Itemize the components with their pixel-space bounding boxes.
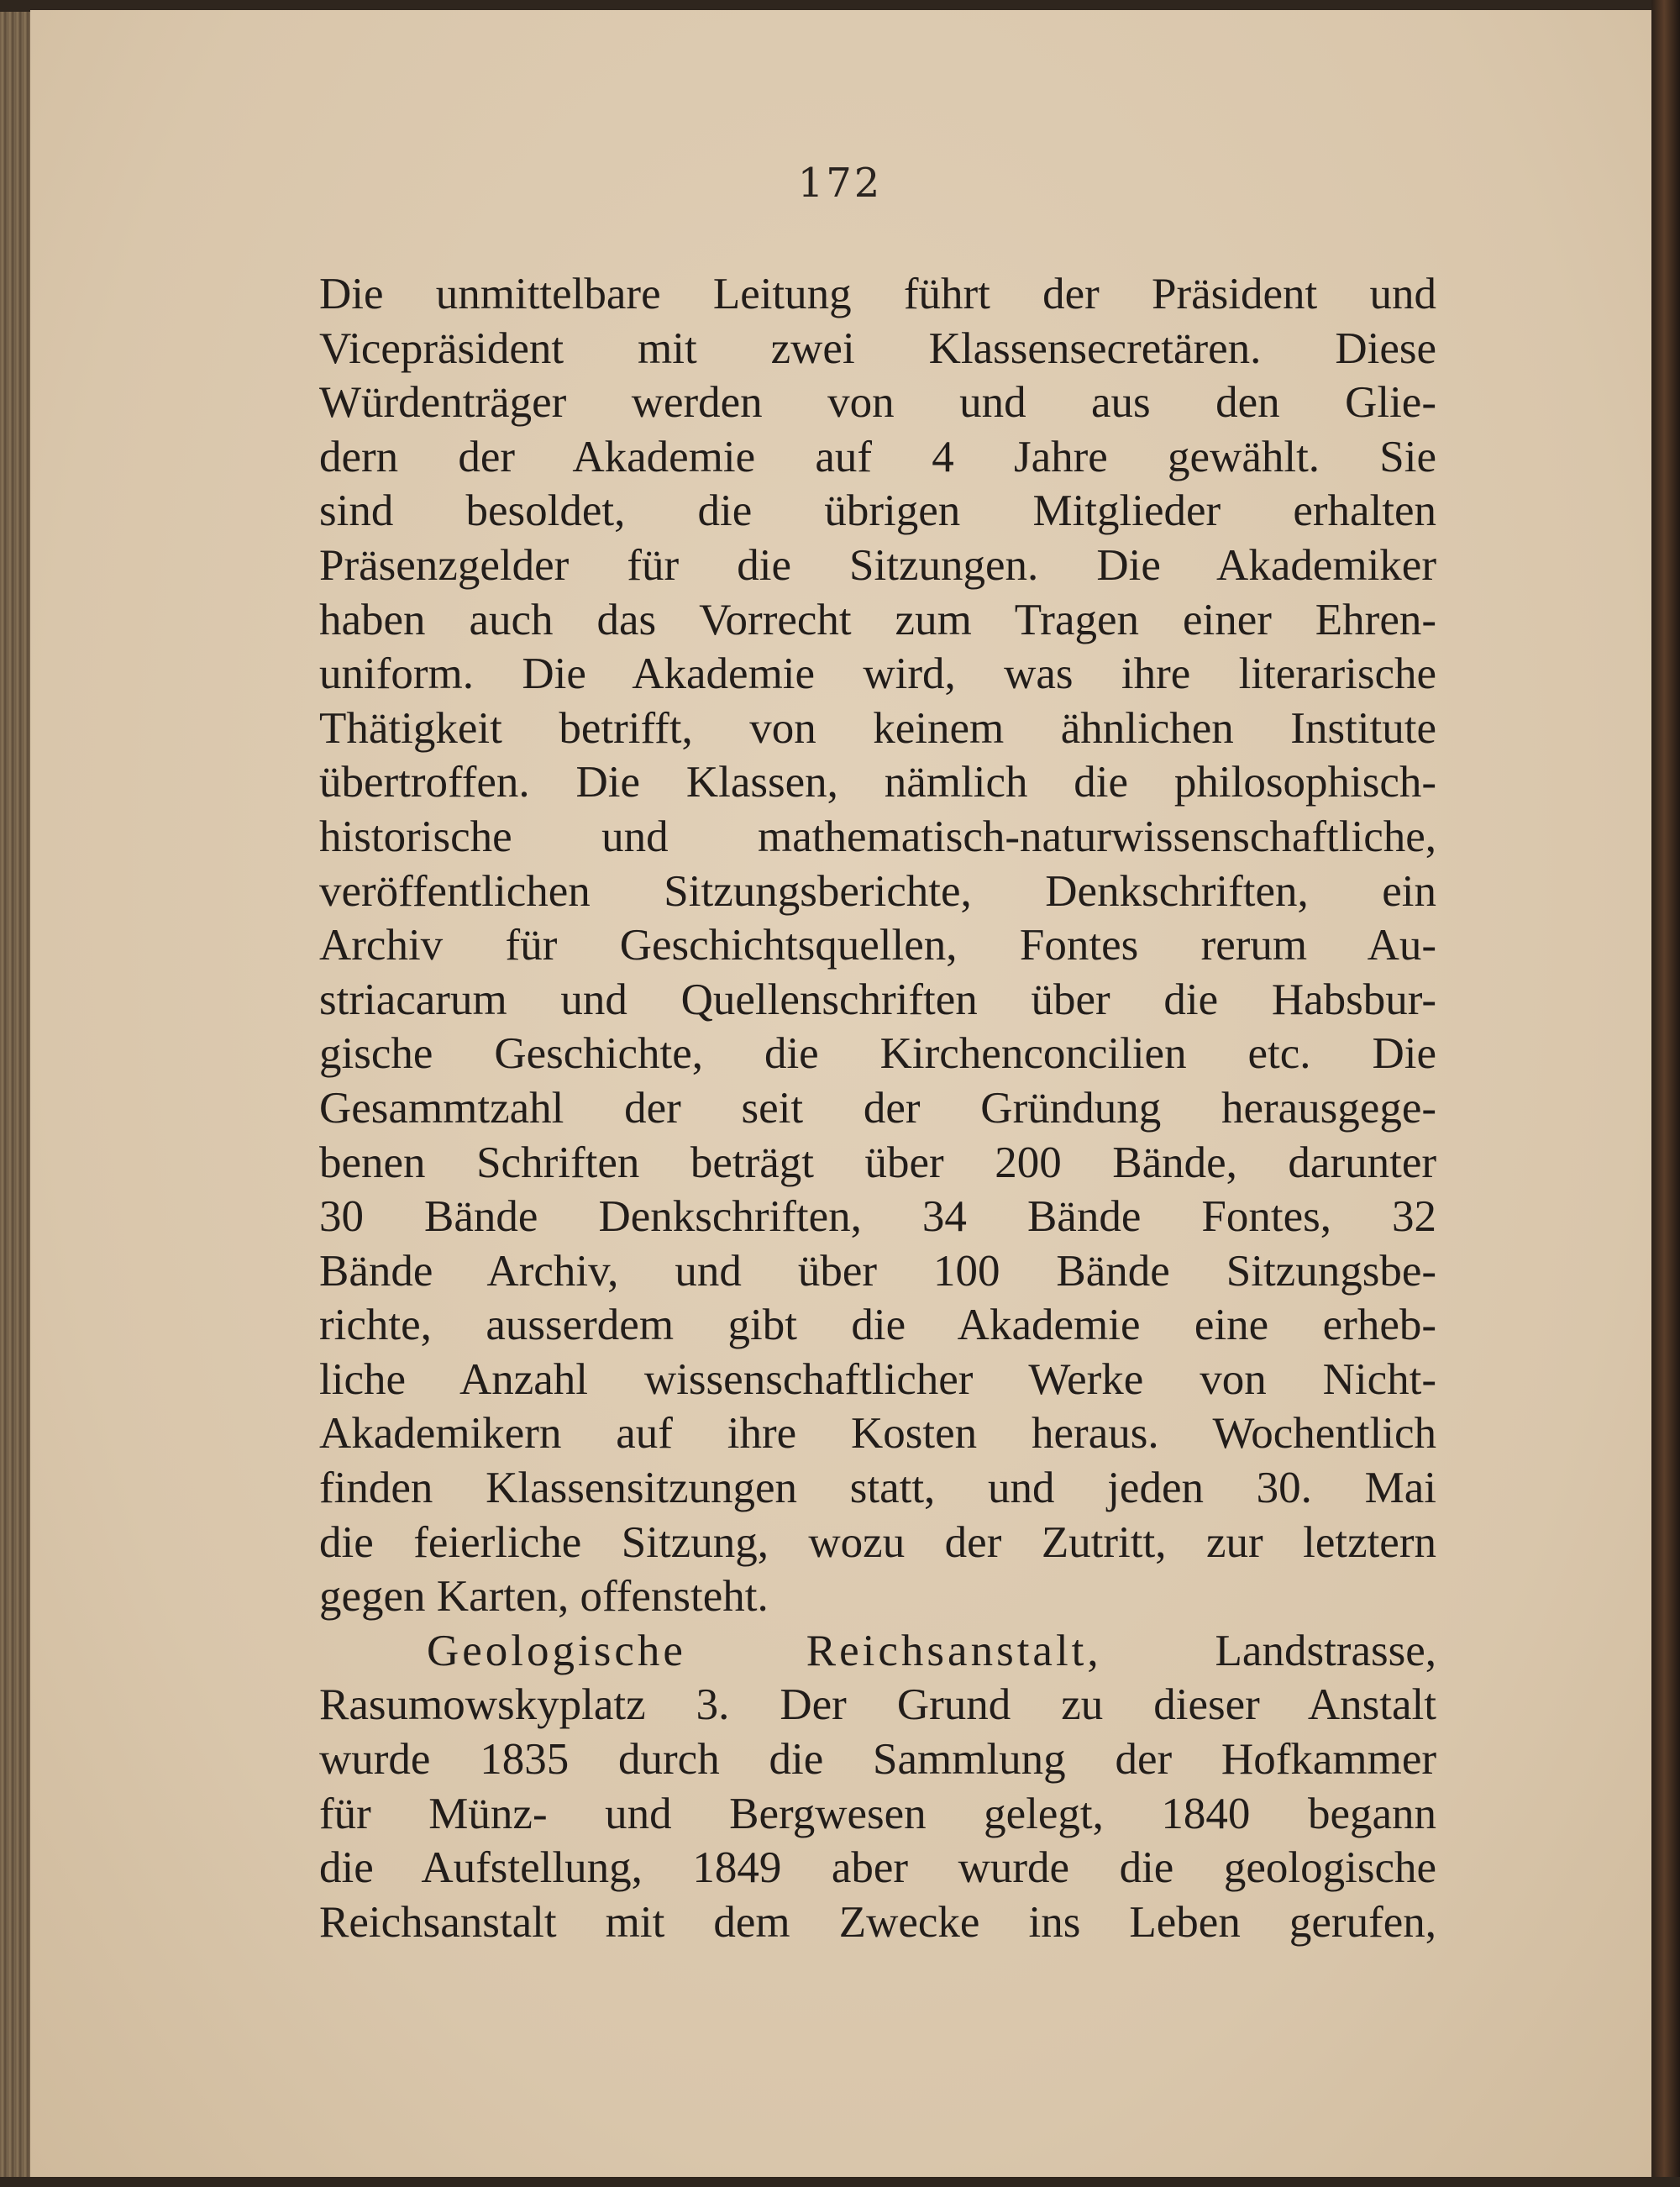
text-line: benen Schriften beträgt über 200 Bände, darunter [319, 1138, 1436, 1187]
text-line: richte, ausserdem gibt die Akademie eine erheb- [319, 1301, 1436, 1350]
text-line: Thätigkeit betrifft, von keinem ähnlichen Institute [319, 703, 1436, 753]
text-line: dern der Akademie auf 4 Jahre gewählt. Sie [319, 432, 1436, 481]
book-binding-edge [0, 0, 34, 2187]
text-line: liche Anzahl wissenschaftlicher Werke von Nicht- [319, 1354, 1436, 1404]
text-line: haben auch das Vorrecht zum Tragen einer Ehren- [319, 595, 1436, 644]
heading-continuation: , Landstrasse, [1087, 1626, 1436, 1675]
section-heading-geologische-reichsanstalt: Geologische Reichsanstalt [427, 1626, 1088, 1675]
text-line: gegen Karten, offensteht. [319, 1572, 769, 1622]
text-line: die feierliche Sitzung, wozu der Zutritt, zur letztern [319, 1517, 1436, 1567]
text-line: Archiv für Geschichtsquellen, Fontes rerum Au- [319, 921, 1436, 970]
text-line: striacarum und Quellenschriften über die Habsbur- [319, 975, 1436, 1024]
text-line: historische und mathematisch-naturwissenschaftliche, [319, 812, 1436, 861]
page-number: 172 [797, 160, 883, 207]
text-line: Die unmittelbare Leitung führt der Präsident und [319, 270, 1436, 318]
text-line: für Münz- und Bergwesen gelegt, 1840 begann [319, 1789, 1436, 1838]
paragraph-opening-line [319, 1624, 1436, 1679]
text-line: wurde 1835 durch die Sammlung der Hofkammer [319, 1735, 1436, 1785]
text-line: Reichsanstalt mit dem Zwecke ins Leben gerufen, [319, 1897, 1436, 1947]
text-line: Rasumowskyplatz 3. Der Grund zu dieser Anstalt [319, 1680, 1436, 1730]
text-line: Präsenzgelder für die Sitzungen. Die Akademiker [319, 540, 1436, 590]
text-line: sind besoldet, die übrigen Mitglieder erhalten [319, 486, 1436, 536]
text-line: uniform. Die Akademie wird, was ihre literarische [319, 649, 1436, 699]
text-line: 30 Bände Denkschriften, 34 Bände Fontes, 32 [319, 1192, 1436, 1242]
bottom-border [0, 2177, 1680, 2187]
text-line: Gesammtzahl der seit der Gründung herausgege- [319, 1083, 1436, 1133]
text-line: Würdenträger werden von und aus den Glie- [319, 378, 1436, 428]
text-line: Vicepräsident mit zwei Klassensecretären. Diese [319, 323, 1436, 373]
text-line: übertroffen. Die Klassen, nämlich die philosophisch- [319, 758, 1436, 807]
text-line: die Aufstellung, 1849 aber wurde die geologische [319, 1843, 1436, 1893]
text-line: veröffentlichen Sitzungsberichte, Denkschriften, ein [319, 866, 1436, 916]
body-text [319, 267, 1436, 1949]
text-line: Bände Archiv, und über 100 Bände Sitzungsbe- [319, 1246, 1436, 1296]
text-line: finden Klassensitzungen statt, und jeden 30. Mai [319, 1464, 1436, 1513]
text-line: gische Geschichte, die Kirchenconcilien etc. Die [319, 1029, 1436, 1079]
text-line: Akademikern auf ihre Kosten heraus. Wochentlich [319, 1409, 1436, 1459]
book-spine [1651, 0, 1680, 2187]
